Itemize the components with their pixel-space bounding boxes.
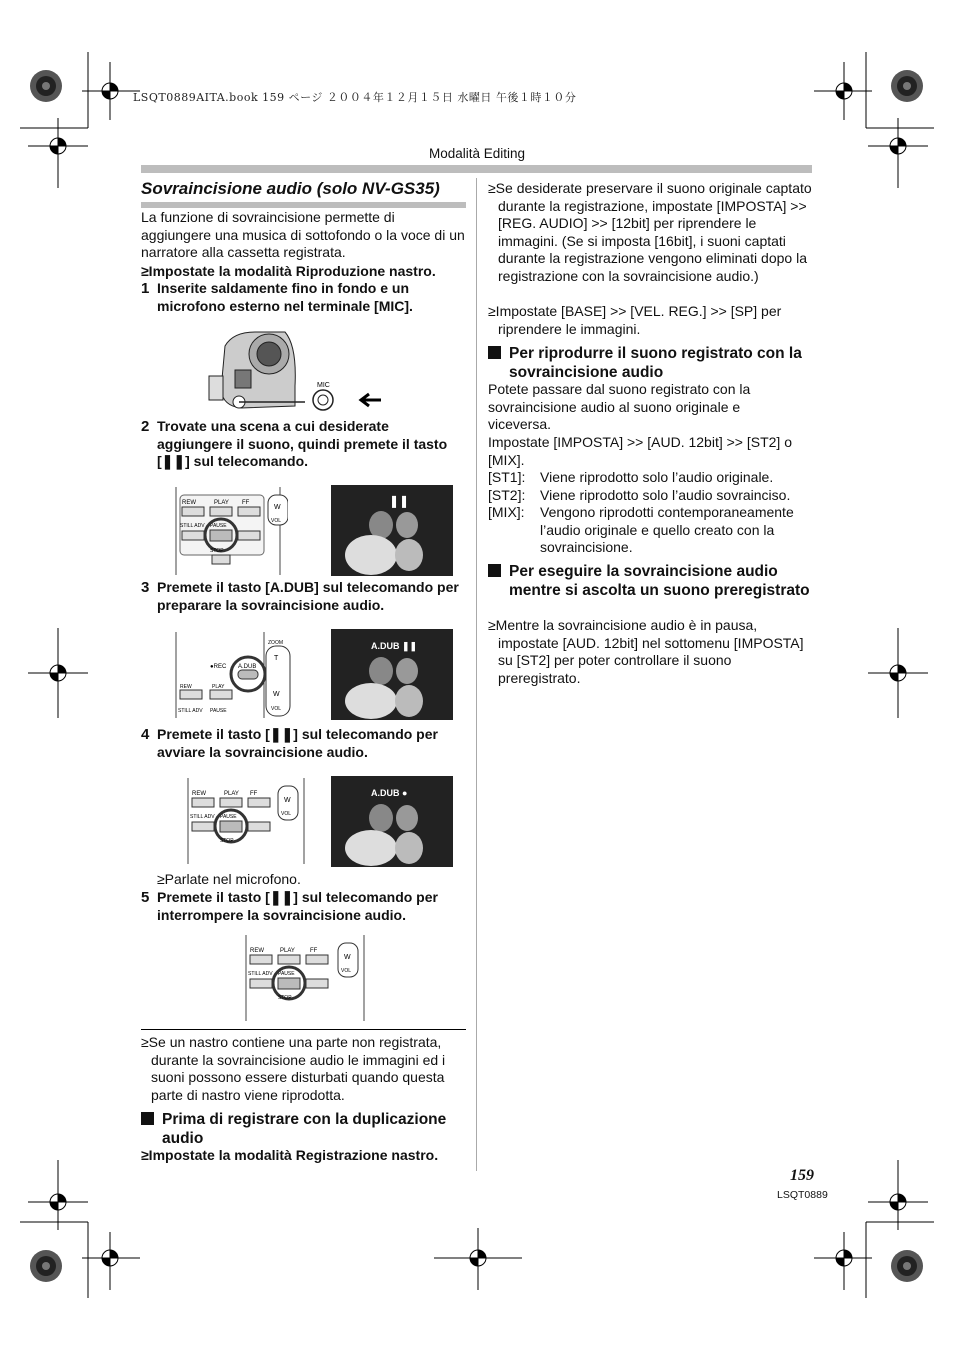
bullet-speak: ≥Parlate nel microfono. bbox=[157, 871, 301, 887]
vol-label: VOL bbox=[271, 518, 282, 524]
pause-label: PAUSE bbox=[220, 814, 237, 820]
pause-label: PAUSE bbox=[210, 523, 227, 529]
square-bullet-icon bbox=[488, 346, 501, 359]
play-label: PLAY bbox=[214, 500, 229, 506]
mic-label: MIC bbox=[317, 382, 330, 389]
subsection-listen-prerecorded bbox=[488, 562, 818, 600]
vol-label: VOL bbox=[281, 811, 292, 817]
adub-label: A.DUB bbox=[238, 664, 257, 670]
step-number: 4 bbox=[141, 726, 150, 743]
w-label: W bbox=[344, 954, 351, 961]
subsection-play-dubbed bbox=[488, 344, 818, 382]
definition-value: Vengono riprodotti contemporaneamente l’audio originale e quello creato con la sovraincisione. bbox=[540, 504, 794, 556]
still-adv-label: STILL ADV bbox=[190, 814, 215, 820]
stop-label: STOP bbox=[210, 548, 224, 554]
top-rule bbox=[141, 165, 812, 173]
still-adv-label: STILL ADV bbox=[248, 971, 273, 977]
listen-bullet: ≥Mentre la sovraincisione audio è in pausa, impostate [AUD. 12bit] nel sottomenu [IMPOSTA] su [ST2] per poter controllare il suono preregistrato. bbox=[488, 617, 804, 686]
square-bullet-icon bbox=[141, 1112, 154, 1125]
print-header: LSQT0889AITA.book 159 ページ ２００４年１２月１５日 水曜日 午後１時１０分 bbox=[133, 91, 577, 104]
ff-label: FF bbox=[242, 500, 250, 506]
rew-label: REW bbox=[180, 684, 192, 690]
screen-adub-pause-image bbox=[331, 629, 453, 720]
screen-pause-image bbox=[331, 485, 453, 576]
definition-key: [ST1]: bbox=[488, 469, 526, 485]
bullet-playback-mode: ≥Impostate la modalità Riproduzione nastro. bbox=[141, 263, 436, 279]
subsection-before-recording bbox=[141, 1110, 471, 1148]
page-number: 159 bbox=[790, 1167, 814, 1184]
remote-pause-illustration-3 bbox=[240, 935, 372, 1021]
definition-st1 bbox=[488, 469, 813, 487]
stop-label: STOP bbox=[278, 995, 292, 1001]
step-number: 1 bbox=[141, 280, 150, 297]
intro-paragraph: La funzione di sovraincisione permette di aggiungere una musica di sottofondo o la voce di un narratore alla cassetta registrata. bbox=[141, 209, 465, 261]
w-label: W bbox=[284, 797, 291, 804]
rew-label: REW bbox=[192, 791, 206, 797]
vol-label: VOL bbox=[271, 706, 282, 712]
column-divider bbox=[476, 178, 477, 1171]
w-label: W bbox=[273, 691, 280, 698]
still-adv-label: STILL ADV bbox=[180, 523, 205, 529]
note-blank-tape: ≥Se un nastro contiene una parte non registrata, durante la sovraincisione audio le immagini ed i suoni possono essere disturbati quando questa parte di nastro viene riprodotta. bbox=[141, 1034, 446, 1103]
ff-label: FF bbox=[250, 791, 258, 797]
stop-label: STOP bbox=[220, 838, 234, 844]
play-label: PLAY bbox=[224, 791, 239, 797]
screen-adub-rec-image bbox=[331, 776, 453, 867]
play-label: PLAY bbox=[212, 684, 225, 690]
definition-st2 bbox=[488, 487, 813, 505]
square-bullet-icon bbox=[488, 564, 501, 577]
remote-pause-illustration-2 bbox=[180, 778, 310, 864]
definition-value: Viene riprodotto solo l’audio sovrainciso. bbox=[540, 486, 791, 503]
rec-label: ●REC bbox=[210, 664, 227, 670]
definition-key: [ST2]: bbox=[488, 486, 526, 503]
remote-adub-illustration bbox=[168, 632, 296, 718]
osd-adub-pause: A.DUB ❚❚ bbox=[371, 641, 418, 651]
pause-label: PAUSE bbox=[210, 708, 227, 714]
zoom-label: ZOOM bbox=[268, 640, 283, 646]
step-number: 2 bbox=[141, 418, 150, 435]
vol-label: VOL bbox=[341, 968, 352, 974]
play-label: PLAY bbox=[280, 948, 295, 954]
step-number: 5 bbox=[141, 889, 150, 906]
doc-id: LSQT0889 bbox=[777, 1189, 828, 1201]
w-label: W bbox=[274, 504, 281, 511]
step-text: Premete il tasto [❚❚] sul telecomando per avviare la sovraincisione audio. bbox=[157, 726, 438, 760]
play-text-1: Potete passare dal suono registrato con la sovraincisione audio al suono originale e viceversa. bbox=[488, 381, 751, 433]
step-text: Inserite saldamente fino in fondo e un microfono esterno nel terminale [MIC]. bbox=[157, 280, 413, 314]
right-bullet-2: ≥Impostate [BASE] >> [VEL. REG.] >> [SP] per riprendere le immagini. bbox=[488, 303, 782, 337]
ff-label: FF bbox=[310, 948, 318, 954]
play-text-2: Impostate [IMPOSTA] >> [AUD. 12bit] >> [ST2] o [MIX]. bbox=[488, 434, 792, 468]
definition-value: Viene riprodotto solo l’audio originale. bbox=[540, 469, 774, 485]
t-label: T bbox=[274, 655, 279, 662]
step-number: 3 bbox=[141, 579, 150, 596]
bullet-recording-mode: ≥Impostate la modalità Registrazione nastro. bbox=[141, 1147, 439, 1163]
subsection-title: Per eseguire la sovraincisione audio mentre si ascolta un suono preregistrato bbox=[509, 563, 810, 599]
note-rule bbox=[141, 1029, 466, 1030]
step-text: Premete il tasto [❚❚] sul telecomando per interrompere la sovraincisione audio. bbox=[157, 889, 438, 923]
subsection-title: Prima di registrare con la duplicazione audio bbox=[162, 1111, 447, 1147]
step-text: Premete il tasto [A.DUB] sul telecomando per preparare la sovraincisione audio. bbox=[157, 579, 459, 613]
rew-label: REW bbox=[182, 500, 196, 506]
page-title: Sovraincisione audio (solo NV-GS35) bbox=[141, 179, 440, 198]
rew-label: REW bbox=[250, 948, 264, 954]
still-adv-label: STILL ADV bbox=[178, 708, 203, 714]
pause-label: PAUSE bbox=[278, 971, 295, 977]
osd-adub-rec: A.DUB ● bbox=[371, 788, 408, 798]
remote-pause-illustration bbox=[168, 487, 288, 575]
osd-pause: ❚❚ bbox=[389, 494, 410, 508]
audio-mode-definitions bbox=[488, 469, 813, 557]
right-bullet-1: ≥Se desiderate preservare il suono originale captato durante la registrazione, impostate [IMPOSTA] >> [REG. AUDIO] >> [12bit] per riprendere le immagini. (Se si imposta [16bit], i suoni captati durante la registrazione vengono eliminati dopo la registrazione con la sovraincisione audio.) bbox=[488, 180, 812, 284]
camcorder-mic-illustration bbox=[205, 326, 385, 416]
section-header: Modalità Editing bbox=[428, 146, 526, 161]
definition-mix bbox=[488, 504, 813, 557]
step-text: Trovate una scena a cui desiderate aggiungere il suono, quindi premete il tasto [❚❚] sul telecomando. bbox=[157, 418, 448, 470]
definition-key: [MIX]: bbox=[488, 504, 525, 521]
subsection-title: Per riprodurre il suono registrato con la sovraincisione audio bbox=[509, 345, 802, 381]
title-rule bbox=[141, 202, 466, 208]
